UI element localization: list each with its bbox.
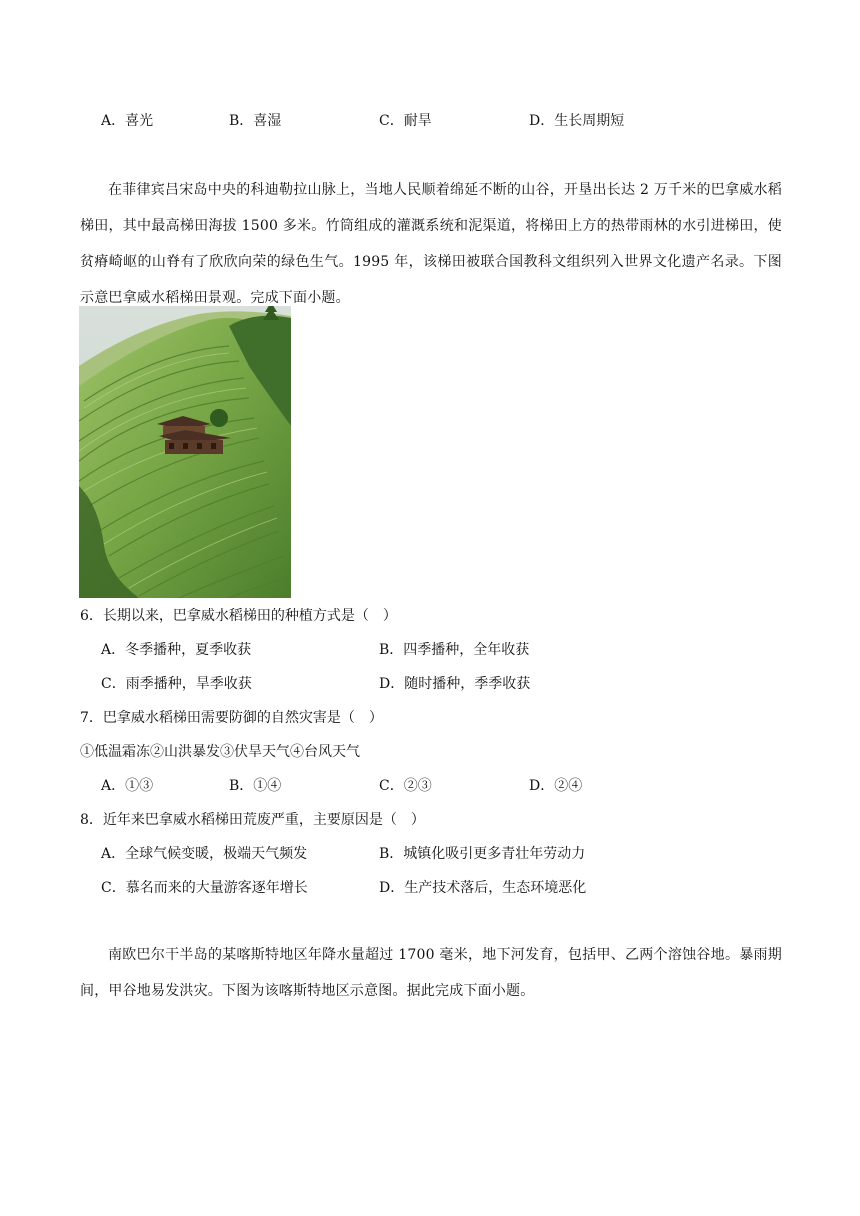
q5-option-a: A．喜光 — [101, 113, 154, 129]
q7-stem: 7．巴拿威水稻梯田需要防御的自然灾害是（ ） — [80, 710, 383, 726]
q7-option-c: C．②③ — [379, 778, 432, 794]
q6-option-b: B．四季播种，全年收获 — [379, 642, 530, 658]
q8-stem: 8．近年来巴拿威水稻梯田荒废严重，主要原因是（ ） — [80, 812, 425, 828]
q8-option-c: C．慕名而来的大量游客逐年增长 — [101, 880, 308, 896]
passage-banaue-terraces: 在菲律宾吕宋岛中央的科迪勒拉山脉上，当地人民顺着绵延不断的山谷，开垦出长达 2 万千米的巴拿威水稻梯田，其中最高梯田海拔 1500 多米。竹筒组成的灌溉系统和泥渠道，将梯田上方的热带雨林的水引进梯田，使贫瘠崎岖的山脊有了欣欣向荣的绿色生气。1995 年，该梯田被联合国教科文组织列入世界文化遗产名录。下图示意巴拿威水稻梯田景观。完成下面小题。 — [80, 182, 782, 306]
q5-option-d: D．生长周期短 — [529, 113, 625, 129]
q5-option-c: C．耐旱 — [379, 113, 432, 129]
q6-option-a: A．冬季播种，夏季收获 — [101, 642, 252, 658]
q8-option-b: B．城镇化吸引更多青壮年劳动力 — [379, 846, 586, 862]
q7-option-d: D．②④ — [529, 778, 583, 794]
q6-stem: 6．长期以来，巴拿威水稻梯田的种植方式是（ ） — [80, 608, 397, 624]
q6-option-d: D．随时播种，季季收获 — [379, 676, 531, 692]
q7-option-a: A．①③ — [101, 778, 154, 794]
q7-option-b: B．①④ — [229, 778, 282, 794]
terrace-photo — [79, 306, 291, 598]
passage-karst: 南欧巴尔干半岛的某喀斯特地区年降水量超过 1700 毫米，地下河发育，包括甲、乙两个溶蚀谷地。暴雨期间，甲谷地易发洪灾。下图为该喀斯特地区示意图。据此完成下面小题。 — [80, 947, 782, 999]
terrace-image — [79, 306, 291, 598]
q7-items: ①低温霜冻②山洪暴发③伏旱天气④台风天气 — [80, 744, 360, 760]
q5-option-b: B．喜湿 — [229, 113, 282, 129]
q8-option-a: A．全球气候变暖，极端天气频发 — [101, 846, 308, 862]
q8-option-d: D．生产技术落后，生态环境恶化 — [379, 880, 587, 896]
q6-option-c: C．雨季播种，旱季收获 — [101, 676, 252, 692]
